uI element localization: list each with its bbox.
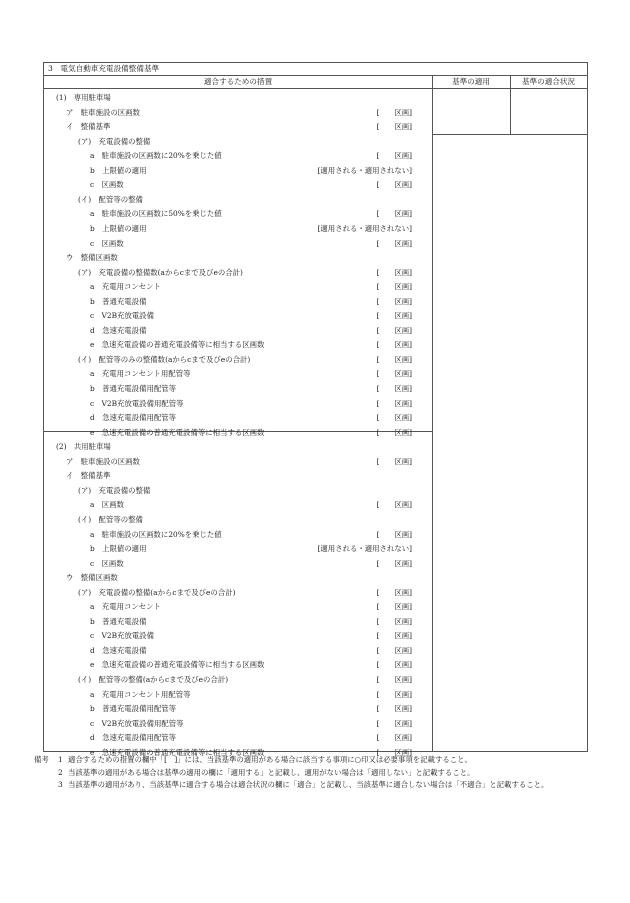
- note-text: 適合するための措置の欄中「[ ]」には、当該基準の適用がある場合に該当する事項に○印又は必要事項を記載すること。: [68, 755, 472, 764]
- cell-divider: [432, 134, 587, 135]
- measure-row: [44, 178, 432, 192]
- note-text: 当該基準の適用がある場合は基準の適用の欄に「適用する」と記載し、適用がない場合は「適用しない」と記載すること。: [68, 767, 475, 777]
- measure-value-field[interactable]: [ 区画]: [376, 645, 412, 655]
- measure-row: [44, 251, 432, 265]
- measure-label: b 普通充電設備用配管等: [90, 704, 177, 714]
- measure-value-field[interactable]: [ 区画]: [376, 660, 412, 670]
- measure-row: [44, 280, 432, 294]
- measure-value-field[interactable]: [ 区画]: [376, 180, 412, 190]
- measure-row: [44, 542, 432, 556]
- note-item: [34, 779, 599, 792]
- note-text: 当該基準の適用があり、当該基準に適合する場合は適合状況の欄に「適合」と記載し、当該基準に適合しない場合は「不適合」と記載すること。: [68, 780, 549, 789]
- measure-row: [44, 731, 432, 745]
- measure-label: e 急速充電設備の普通充電設備等に相当する区画数: [90, 660, 265, 670]
- measure-value-field[interactable]: [ 区画]: [376, 282, 412, 292]
- measure-label: a 充電用コンセント: [90, 602, 161, 612]
- measure-label: e 急速充電設備の普通充電設備等に相当する区画数: [90, 427, 265, 437]
- measure-label: b 普通充電設備: [90, 296, 147, 306]
- measure-value-field[interactable]: [ 区画]: [376, 718, 412, 728]
- measure-label: ウ 整備区画数: [66, 573, 118, 583]
- measure-label: (ア) 充電設備の整備(aからcまで及びeの合計): [78, 587, 236, 597]
- measure-value-field[interactable]: [ 区画]: [376, 209, 412, 219]
- measure-label: a 充電用コンセント用配管等: [90, 369, 191, 379]
- measure-value-field[interactable]: [ 区画]: [376, 398, 412, 408]
- measure-row: [44, 615, 432, 629]
- measure-label: ア 駐車施設の区画数: [66, 456, 140, 466]
- notes-label: 備考: [34, 755, 49, 764]
- measure-row: [44, 571, 432, 585]
- measure-row: [44, 106, 432, 120]
- measure-row: [44, 382, 432, 396]
- measure-label: c V2B充放電設備用配管等: [90, 718, 184, 728]
- measure-row: [44, 149, 432, 163]
- measure-value-field[interactable]: [ 区画]: [376, 427, 412, 437]
- measure-value-field[interactable]: [ 区画]: [376, 500, 412, 510]
- measure-value-field[interactable]: [ 区画]: [376, 107, 412, 117]
- measure-value-field[interactable]: [ 区画]: [376, 122, 412, 132]
- measure-row: [44, 237, 432, 251]
- measure-value-field[interactable]: [ 区画]: [376, 616, 412, 626]
- measure-label: (ア) 充電設備の整備数(aからcまで及びeの合計): [78, 267, 243, 277]
- measure-row: [44, 702, 432, 716]
- measure-value-field[interactable]: [ 区画]: [376, 602, 412, 612]
- measure-value-field[interactable]: [ 区画]: [376, 238, 412, 248]
- measure-label: c V2B充放電設備用配管等: [90, 398, 184, 408]
- header-applicability: 基準の適用: [432, 76, 510, 89]
- measure-value-field[interactable]: [ 区画]: [376, 151, 412, 161]
- measure-label: c 区画数: [90, 238, 124, 248]
- measure-value-field[interactable]: [ 区画]: [376, 631, 412, 641]
- measure-row: [44, 440, 432, 454]
- measure-value-field[interactable]: [ 区画]: [376, 689, 412, 699]
- measure-value-field[interactable]: [ 区画]: [376, 587, 412, 597]
- measure-value-field[interactable]: [ 区画]: [376, 733, 412, 743]
- measure-label: b 普通充電設備用配管等: [90, 384, 177, 393]
- column-divider: [432, 76, 433, 751]
- measure-row: [44, 367, 432, 381]
- notes: [34, 754, 599, 792]
- measure-row: [44, 717, 432, 731]
- measure-value-field[interactable]: [適用される・適用されない]: [317, 165, 412, 175]
- measure-value-field[interactable]: [ 区画]: [376, 296, 412, 306]
- measure-label: c 区画数: [90, 180, 124, 190]
- measure-row: [44, 222, 432, 236]
- measure-row: [44, 207, 432, 221]
- measure-row: [44, 295, 432, 309]
- measure-row: [44, 658, 432, 672]
- measure-row: [44, 484, 432, 498]
- measure-row: [44, 644, 432, 658]
- note-item: [34, 754, 599, 767]
- measure-label: (イ) 配管等の整備: [78, 514, 143, 524]
- measure-value-field[interactable]: [ 区画]: [376, 384, 412, 393]
- measure-label: c V2B充放電設備: [90, 631, 154, 641]
- measure-row: [44, 557, 432, 571]
- measure-row: [44, 586, 432, 600]
- measure-label: c 区画数: [90, 558, 124, 568]
- measure-row: [44, 600, 432, 614]
- measure-row: [44, 455, 432, 469]
- measure-row: [44, 338, 432, 352]
- measure-label: a 区画数: [90, 500, 124, 510]
- measure-label: b 普通充電設備: [90, 616, 147, 626]
- header-measures: 適合するための措置: [44, 76, 432, 89]
- measure-label: a 駐車施設の区画数に20%を乗じた値: [90, 151, 222, 161]
- measure-label: ア 駐車施設の区画数: [66, 107, 140, 117]
- measure-label: a 充電用コンセント用配管等: [90, 689, 191, 699]
- measure-row: [44, 629, 432, 643]
- measure-label: b 上限値の適用: [90, 544, 147, 554]
- measure-label: d 急速充電設備用配管等: [90, 733, 177, 743]
- measure-row: [44, 266, 432, 280]
- measure-label: e 急速充電設備の普通充電設備等に相当する区画数: [90, 747, 265, 757]
- measure-value-field[interactable]: [適用される・適用されない]: [317, 223, 412, 233]
- measure-row: [44, 498, 432, 512]
- form-title: 3 電気自動車充電設備整備基準: [44, 63, 587, 76]
- note-number: 3: [58, 780, 63, 789]
- measure-value-field[interactable]: [適用される・適用されない]: [317, 544, 412, 554]
- measure-row: [44, 324, 432, 338]
- measure-label: c V2B充放電設備: [90, 311, 154, 321]
- column-divider: [510, 76, 511, 134]
- measure-value-field[interactable]: [ 区画]: [376, 456, 412, 466]
- measure-label: a 駐車施設の区画数に20%を乗じた値: [90, 529, 222, 539]
- measure-value-field[interactable]: [ 区画]: [376, 558, 412, 568]
- measure-label: ウ 整備区画数: [66, 253, 118, 263]
- note-item: [34, 767, 599, 780]
- header-status: 基準の適合状況: [510, 76, 587, 89]
- measure-label: (2) 共用駐車場: [56, 442, 111, 452]
- measure-value-field[interactable]: [ 区画]: [376, 529, 412, 539]
- measure-row: [44, 353, 432, 367]
- measure-label: b 上限値の適用: [90, 165, 147, 175]
- measure-row: [44, 469, 432, 483]
- measure-row: [44, 193, 432, 207]
- measure-value-field[interactable]: [ 区画]: [376, 675, 412, 684]
- measure-value-field[interactable]: [ 区画]: [376, 413, 412, 423]
- measure-label: d 急速充電設備用配管等: [90, 413, 177, 423]
- measure-label: (1) 専用駐車場: [56, 93, 111, 102]
- measure-value-field[interactable]: [ 区画]: [376, 704, 412, 714]
- measure-row: [44, 426, 432, 440]
- measure-label: d 急速充電設備: [90, 645, 147, 655]
- measure-label: e 急速充電設備の普通充電設備等に相当する区画数: [90, 340, 265, 350]
- measure-label: イ 整備基準: [66, 471, 111, 481]
- standards-form-table: [43, 62, 588, 757]
- measure-label: (イ) 配管等の整備(aからcまで及びeの合計): [78, 675, 229, 684]
- measure-row: [44, 528, 432, 542]
- measure-value-field[interactable]: [ 区画]: [376, 311, 412, 321]
- measure-row: [44, 91, 432, 105]
- measure-value-field[interactable]: [ 区画]: [376, 340, 412, 350]
- measure-row: [44, 673, 432, 687]
- measure-value-field[interactable]: [ 区画]: [376, 747, 412, 757]
- measure-row: [44, 309, 432, 323]
- measure-label: (イ) 配管等の整備: [78, 194, 143, 204]
- measure-value-field[interactable]: [ 区画]: [376, 267, 412, 277]
- note-number: 1: [58, 755, 63, 764]
- measure-label: (ア) 充電設備の整備: [78, 136, 151, 146]
- note-number: 2: [58, 767, 63, 777]
- measure-row: [44, 135, 432, 149]
- measure-label: d 急速充電設備: [90, 325, 147, 335]
- measure-row: [44, 411, 432, 425]
- measure-label: (ア) 充電設備の整備: [78, 485, 151, 495]
- measure-row: [44, 397, 432, 411]
- measure-label: (イ) 配管等のみの整備数(aからcまで及びeの合計): [78, 354, 251, 364]
- measure-label: イ 整備基準: [66, 122, 111, 132]
- measure-value-field[interactable]: [ 区画]: [376, 354, 412, 364]
- measure-value-field[interactable]: [ 区画]: [376, 369, 412, 379]
- measure-label: a 充電用コンセント: [90, 282, 161, 292]
- measure-value-field[interactable]: [ 区画]: [376, 325, 412, 335]
- measure-label: a 駐車施設の区画数に50%を乗じた値: [90, 209, 222, 219]
- measure-row: [44, 688, 432, 702]
- measure-row: [44, 513, 432, 527]
- measure-label: b 上限値の適用: [90, 223, 147, 233]
- measure-row: [44, 120, 432, 134]
- measure-row: [44, 164, 432, 178]
